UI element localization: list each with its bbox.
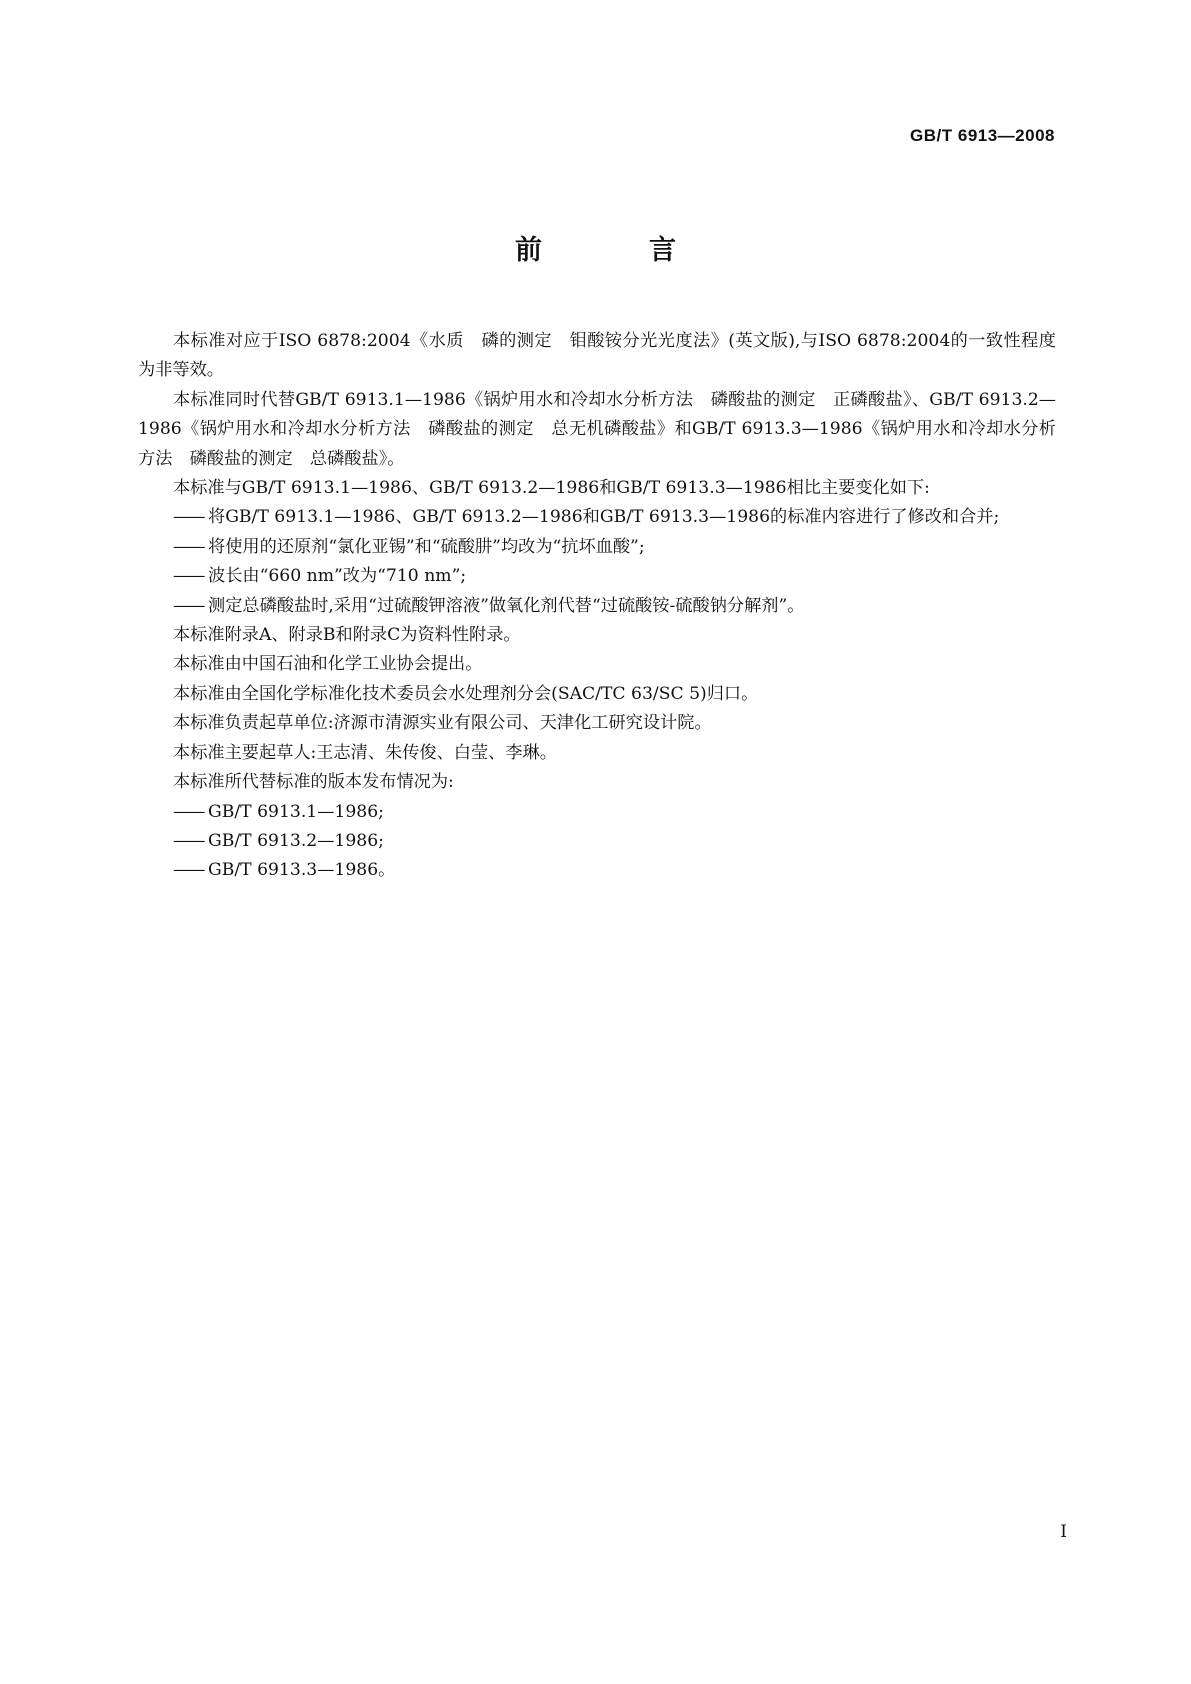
document-body — [138, 327, 1056, 886]
paragraph-replaces: 本标准同时代替GB/T 6913.1—1986《锅炉用水和冷却水分析方法 磷酸盐的测定 正磷酸盐》、GB/T 6913.2—1986《锅炉用水和冷却水分析方法 磷酸盐的测定 总无机磷酸盐》和GB/T 6913.3—1986《锅炉用水和冷却水分析方法 磷酸盐的测定 总磷酸盐》。 — [138, 389, 1056, 469]
paragraph-correspondence: 本标准对应于ISO 6878:2004《水质 磷的测定 钼酸铵分光光度法》(英文版),与ISO 6878:2004的一致性程度为非等效。 — [138, 331, 1056, 381]
list-item-version: —— GB/T 6913.3—1986。 — [173, 860, 396, 881]
list-item-change: —— 将使用的还原剂“氯化亚锡”和“硫酸肼”均改为“抗坏血酸”; — [173, 536, 645, 557]
page-number: I — [1060, 1522, 1067, 1542]
paragraph-changes-intro: 本标准与GB/T 6913.1—1986、GB/T 6913.2—1986和GB/T 6913.3—1986相比主要变化如下: — [173, 478, 930, 499]
list-item-change: —— 测定总磷酸盐时,采用“过硫酸钾溶液”做氧化剂代替“过硫酸铵-硫酸钠分解剂”。 — [173, 595, 805, 616]
page-title: 前 言 — [515, 235, 716, 266]
paragraph-appendix: 本标准附录A、附录B和附录C为资料性附录。 — [173, 625, 521, 646]
standard-code: GB/T 6913—2008 — [910, 126, 1055, 145]
paragraph-centralized: 本标准由全国化学标准化技术委员会水处理剂分会(SAC/TC 63/SC 5)归口。 — [173, 683, 759, 704]
paragraph-proposer: 本标准由中国石油和化学工业协会提出。 — [173, 654, 483, 675]
list-item-version: —— GB/T 6913.2—1986; — [173, 830, 384, 851]
paragraph-versions-intro: 本标准所代替标准的版本发布情况为: — [173, 772, 454, 793]
list-item-version: —— GB/T 6913.1—1986; — [173, 801, 384, 822]
list-item-change: —— 波长由“660 nm”改为“710 nm”; — [173, 566, 467, 587]
paragraph-drafters: 本标准主要起草人:王志清、朱传俊、白莹、李琳。 — [173, 742, 557, 763]
paragraph-drafting-units: 本标准负责起草单位:济源市清源实业有限公司、天津化工研究设计院。 — [173, 713, 712, 734]
list-item-change: —— 将GB/T 6913.1—1986、GB/T 6913.2—1986和GB/T 6913.3—1986的标准内容进行了修改和合并; — [173, 507, 1000, 528]
